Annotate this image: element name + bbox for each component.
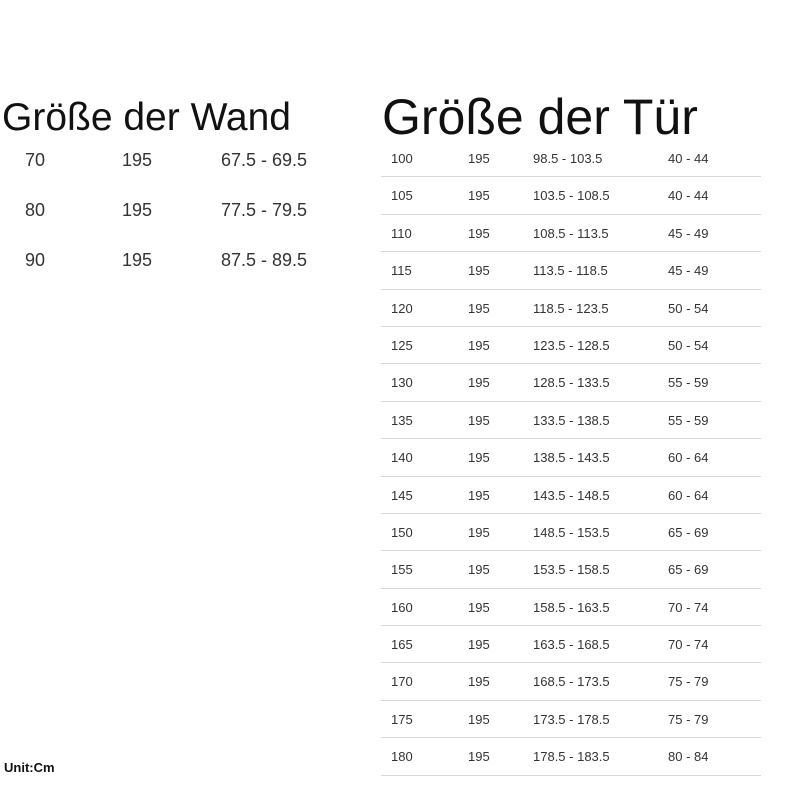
table-cell: 128.5 - 133.5 — [533, 375, 610, 391]
table-cell: 40 - 44 — [668, 188, 709, 204]
table-cell: 113.5 - 118.5 — [533, 263, 608, 279]
table-cell: 45 - 49 — [668, 263, 709, 279]
table-cell: 195 — [468, 599, 490, 615]
table-cell: 50 - 54 — [668, 300, 709, 316]
table-cell: 115 — [391, 263, 412, 279]
table-cell: 120 — [391, 300, 413, 316]
table-row — [381, 439, 761, 476]
table-cell: 75 - 79 — [668, 674, 709, 690]
table-cell: 135 — [391, 412, 413, 428]
table-cell: 98.5 - 103.5 — [533, 151, 603, 166]
table-cell: 195 — [122, 150, 153, 170]
table-cell: 123.5 - 128.5 — [533, 337, 610, 353]
table-cell: 195 — [468, 225, 490, 241]
table-cell: 80 - 84 — [668, 749, 709, 765]
table-row — [381, 215, 761, 252]
table-cell: 195 — [468, 337, 490, 353]
wall-size-title: Größe der Wand — [2, 96, 291, 139]
table-row — [381, 477, 761, 514]
table-cell: 108.5 - 113.5 — [533, 225, 609, 241]
table-row — [0, 146, 340, 196]
door-size-table — [381, 140, 761, 776]
table-cell: 140 — [391, 450, 413, 466]
table-row — [381, 177, 761, 214]
table-cell: 195 — [468, 637, 490, 653]
table-cell: 195 — [468, 300, 490, 316]
table-cell: 87.5 - 89.5 — [221, 250, 308, 270]
table-cell: 160 — [391, 599, 413, 615]
table-row — [381, 701, 761, 738]
table-row — [381, 402, 761, 439]
table-cell: 170 — [391, 674, 413, 690]
table-cell: 163.5 - 168.5 — [533, 637, 610, 653]
table-cell: 195 — [468, 450, 490, 466]
table-cell: 165 — [391, 637, 413, 653]
table-cell: 65 - 69 — [668, 562, 709, 578]
table-cell: 175 — [391, 711, 413, 727]
table-cell: 60 - 64 — [668, 487, 709, 503]
table-cell: 150 — [391, 524, 413, 540]
table-cell: 195 — [468, 674, 490, 690]
table-cell: 90 — [25, 250, 46, 270]
table-cell: 148.5 - 153.5 — [533, 524, 610, 540]
table-cell: 70 - 74 — [668, 599, 709, 615]
unit-label: Unit:Cm — [4, 760, 55, 775]
table-cell: 67.5 - 69.5 — [221, 150, 308, 170]
table-row — [381, 327, 761, 364]
table-row — [0, 246, 340, 296]
table-cell: 178.5 - 183.5 — [533, 749, 610, 765]
table-cell: 100 — [391, 151, 413, 166]
table-cell: 70 — [25, 150, 46, 170]
table-cell: 105 — [391, 188, 413, 204]
table-cell: 118.5 - 123.5 — [533, 300, 609, 316]
table-cell: 133.5 - 138.5 — [533, 412, 610, 428]
table-cell: 158.5 - 163.5 — [533, 599, 610, 615]
table-cell: 195 — [468, 711, 490, 727]
table-cell: 195 — [468, 188, 490, 204]
table-cell: 103.5 - 108.5 — [533, 188, 610, 204]
table-row — [0, 196, 340, 246]
table-cell: 195 — [122, 250, 153, 270]
table-cell: 195 — [468, 151, 490, 166]
table-cell: 130 — [391, 375, 413, 391]
table-cell: 155 — [391, 562, 413, 578]
table-cell: 80 — [25, 200, 46, 220]
table-cell: 50 - 54 — [668, 337, 709, 353]
table-cell: 75 - 79 — [668, 711, 709, 727]
table-cell: 195 — [468, 412, 490, 428]
table-cell: 60 - 64 — [668, 450, 709, 466]
table-cell: 143.5 - 148.5 — [533, 487, 610, 503]
table-cell: 195 — [122, 200, 153, 220]
table-cell: 125 — [391, 337, 413, 353]
table-row — [381, 738, 761, 775]
table-row — [381, 589, 761, 626]
table-row — [381, 140, 761, 177]
table-cell: 55 - 59 — [668, 412, 709, 428]
table-row — [381, 252, 761, 289]
door-size-title: Größe der Tür — [382, 89, 698, 145]
table-cell: 77.5 - 79.5 — [221, 200, 308, 220]
table-cell: 195 — [468, 263, 490, 279]
table-cell: 195 — [468, 375, 490, 391]
table-cell: 168.5 - 173.5 — [533, 674, 610, 690]
table-cell: 145 — [391, 487, 413, 503]
table-cell: 195 — [468, 749, 490, 765]
table-row — [381, 290, 761, 327]
table-cell: 195 — [468, 562, 490, 578]
table-cell: 138.5 - 143.5 — [533, 450, 610, 466]
table-cell: 180 — [391, 749, 413, 765]
table-row — [381, 551, 761, 588]
table-cell: 70 - 74 — [668, 637, 709, 653]
table-row — [381, 626, 761, 663]
table-cell: 110 — [391, 225, 412, 241]
table-cell: 65 - 69 — [668, 524, 709, 540]
table-cell: 40 - 44 — [668, 151, 709, 166]
table-cell: 195 — [468, 524, 490, 540]
table-cell: 55 - 59 — [668, 375, 709, 391]
table-cell: 45 - 49 — [668, 225, 709, 241]
table-cell: 195 — [468, 487, 490, 503]
table-cell: 153.5 - 158.5 — [533, 562, 610, 578]
table-row — [381, 364, 761, 401]
table-row — [381, 514, 761, 551]
table-row — [381, 663, 761, 700]
wall-size-table — [0, 146, 340, 296]
table-cell: 173.5 - 178.5 — [533, 711, 610, 727]
